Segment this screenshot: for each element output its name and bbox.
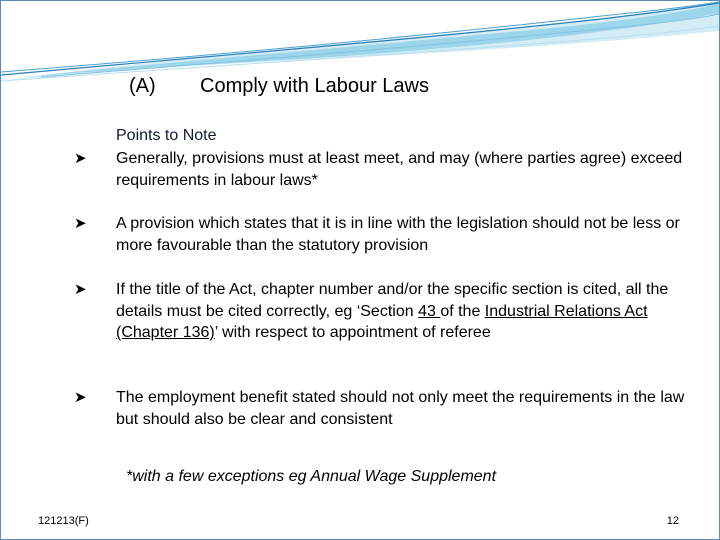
arrowhead-bullet-icon: ➤ xyxy=(74,389,87,406)
arrowhead-bullet-icon: ➤ xyxy=(74,215,87,232)
bullet-3-part-1: If the title of the Act, chapter number and/or the specific section is cited, all the details must be cited correctly, eg ‘Section xyxy=(116,281,669,320)
points-heading: Points to Note xyxy=(116,127,217,144)
bullet-text-3 xyxy=(116,279,686,344)
footer-code: 121213(F) xyxy=(38,515,89,527)
act-name-underlined: Industrial Relations Act (Chapter 136) xyxy=(116,302,648,341)
arrowhead-bullet-icon: ➤ xyxy=(74,281,87,298)
section-label: (A) xyxy=(129,75,156,97)
slide-title: Comply with Labour Laws xyxy=(200,75,429,97)
section-number-underlined: 43 xyxy=(418,302,441,320)
page-number: 12 xyxy=(666,515,679,527)
bullet-3-part-3: of the xyxy=(440,302,485,320)
bullet-3-part-5: ’ with respect to appointment of referee xyxy=(214,324,491,341)
bullet-text-1: Generally, provisions must at least meet, and may (where parties agree) exceed requirements in labour laws* xyxy=(116,150,683,189)
footnote: *with a few exceptions eg Annual Wage Supplement xyxy=(126,468,497,485)
bullet-text-2: A provision which states that it is in line with the legislation should not be less or more favourable than the statutory provision xyxy=(116,215,680,254)
bullet-text-4: The employment benefit stated should not only meet the requirements in the law but should also be clear and consistent xyxy=(116,389,685,428)
wave-decoration xyxy=(1,1,719,86)
arrowhead-bullet-icon: ➤ xyxy=(74,150,87,167)
